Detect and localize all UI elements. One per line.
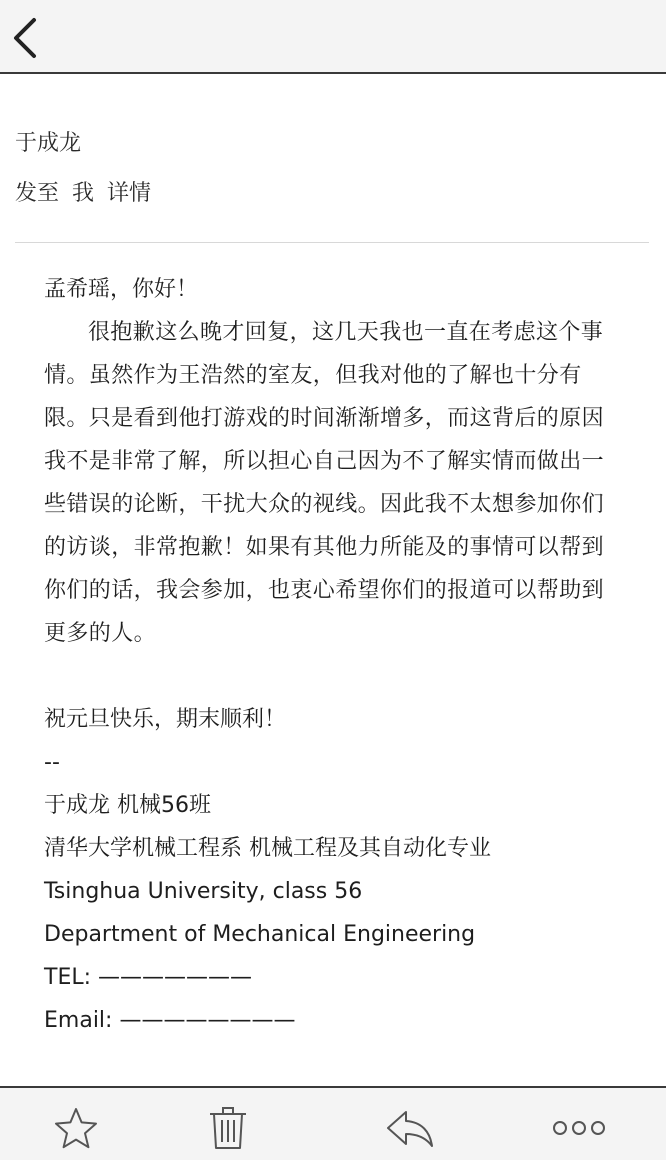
header-divider: [15, 242, 649, 243]
sent-to-label: 发至: [15, 181, 60, 206]
message-body: [44, 268, 624, 1042]
closing: 祝元旦快乐，期末顺利！: [44, 707, 287, 732]
body-paragraph: 很抱歉这么晚才回复，这几天我也一直在考虑这个事情。虽然作为王浩然的室友，但我对他的了解也十分有限。只是看到他打游戏的时间渐渐增多，而这背后的原因我不是非常了解，所以担心自己因为不了解实情而做出一些错误的论断，干扰大众的视线。因此我不太想参加你们的访谈，非常抱歉！如果有其他力所能及的事情可以帮到你们的话，我会参加，也衷心希望你们的报道可以帮助到更多的人。: [44, 320, 605, 646]
spacer: [44, 655, 624, 698]
star-icon: [54, 1106, 98, 1150]
signature-name-class: 于成龙 机械56班: [44, 793, 211, 818]
back-button[interactable]: [10, 16, 50, 60]
bottom-toolbar: [0, 1086, 666, 1160]
reply-button[interactable]: [386, 1106, 430, 1150]
signature-department-cn: 清华大学机械工程系 机械工程及其自动化专业: [44, 836, 491, 861]
signature-separator: --: [44, 750, 60, 775]
signature-tel: TEL: ———————: [44, 965, 253, 990]
trash-icon: [206, 1106, 250, 1150]
signature-email: Email: ————————: [44, 1008, 296, 1033]
more-button[interactable]: [552, 1106, 606, 1150]
signature-university-en: Tsinghua University, class 56: [44, 879, 363, 904]
sender-name[interactable]: 于成龙: [15, 131, 82, 156]
chevron-left-icon: [10, 16, 50, 60]
star-button[interactable]: [54, 1106, 98, 1150]
reply-icon: [386, 1106, 434, 1150]
message-header: [0, 76, 666, 244]
recipient-line: [15, 176, 157, 207]
details-link[interactable]: 详情: [107, 181, 152, 206]
delete-button[interactable]: [206, 1106, 250, 1150]
top-navigation-bar: [0, 0, 666, 74]
signature-department-en: Department of Mechanical Engineering: [44, 922, 476, 947]
recipient-name[interactable]: 我: [72, 181, 95, 206]
more-icon: [552, 1106, 606, 1150]
greeting: 孟希瑶，你好！: [44, 277, 199, 302]
